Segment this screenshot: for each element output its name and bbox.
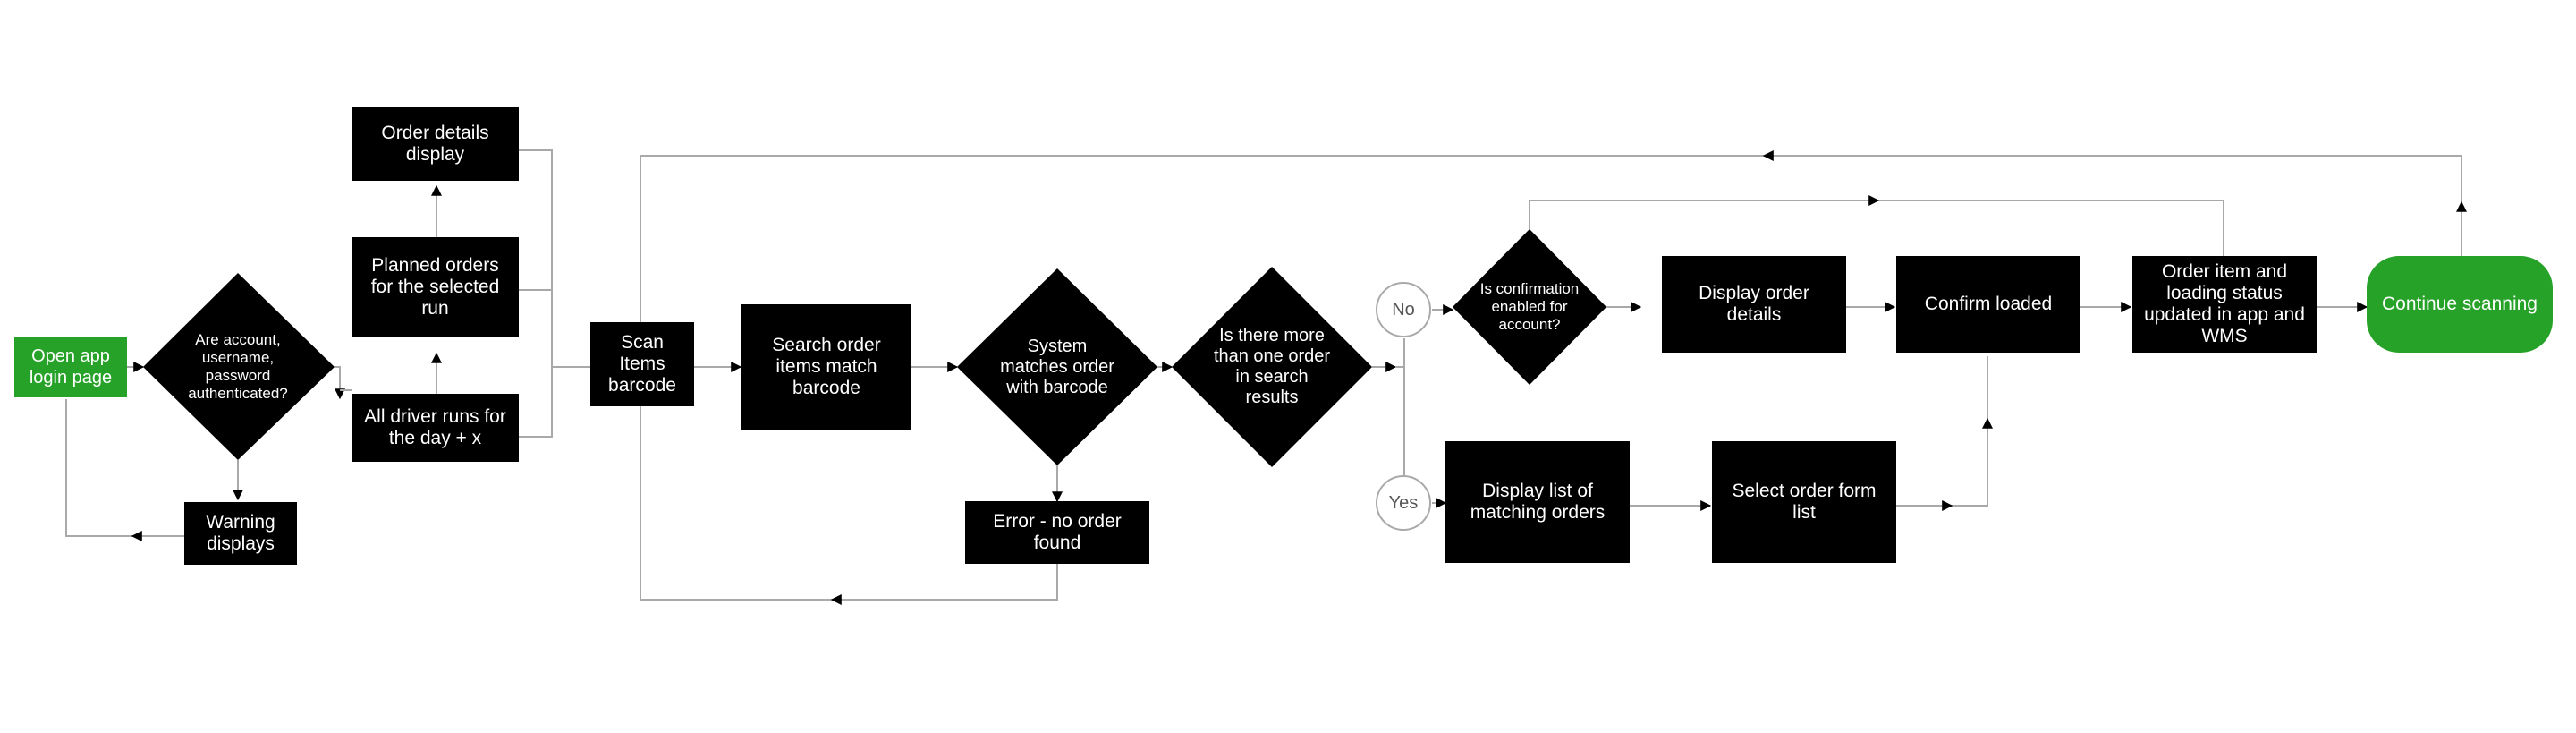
continue-scanning-node: Continue scanning — [2367, 256, 2553, 353]
search-items-node: Search order items match barcode — [741, 304, 911, 430]
more-than-one-decision-label: Is there more than one order in search results — [1213, 326, 1331, 407]
connector — [66, 399, 184, 536]
confirmation-decision-label: Is confirmation enabled for account? — [1479, 280, 1580, 333]
select-order-node: Select order form list — [1712, 441, 1896, 563]
order-item-status-node: Order item and loading status updated in app and WMS — [2132, 256, 2317, 353]
scan-items-node: Scan Items barcode — [590, 322, 694, 406]
system-matches-decision-label: System matches order with barcode — [1000, 336, 1114, 397]
yes-label: Yes — [1376, 475, 1431, 531]
connector — [519, 150, 552, 437]
order-details-display-node: Order details display — [352, 107, 519, 181]
connector — [1530, 200, 2224, 256]
display-list-node: Display list of matching orders — [1445, 441, 1630, 563]
auth-decision-label: Are account, username, password authenticated? — [188, 331, 288, 402]
error-no-order-node: Error - no order found — [965, 501, 1149, 564]
display-order-details-node: Display order details — [1662, 256, 1846, 353]
warning-node: Warning displays — [184, 502, 297, 565]
no-label: No — [1376, 282, 1431, 337]
planned-orders-node: Planned orders for the selected run — [352, 237, 519, 337]
connector — [335, 367, 340, 398]
all-driver-runs-node: All driver runs for the day + x — [352, 394, 519, 462]
connector — [1896, 356, 1987, 506]
open-app-node: Open app login page — [14, 337, 127, 397]
confirm-loaded-node: Confirm loaded — [1896, 256, 2080, 353]
